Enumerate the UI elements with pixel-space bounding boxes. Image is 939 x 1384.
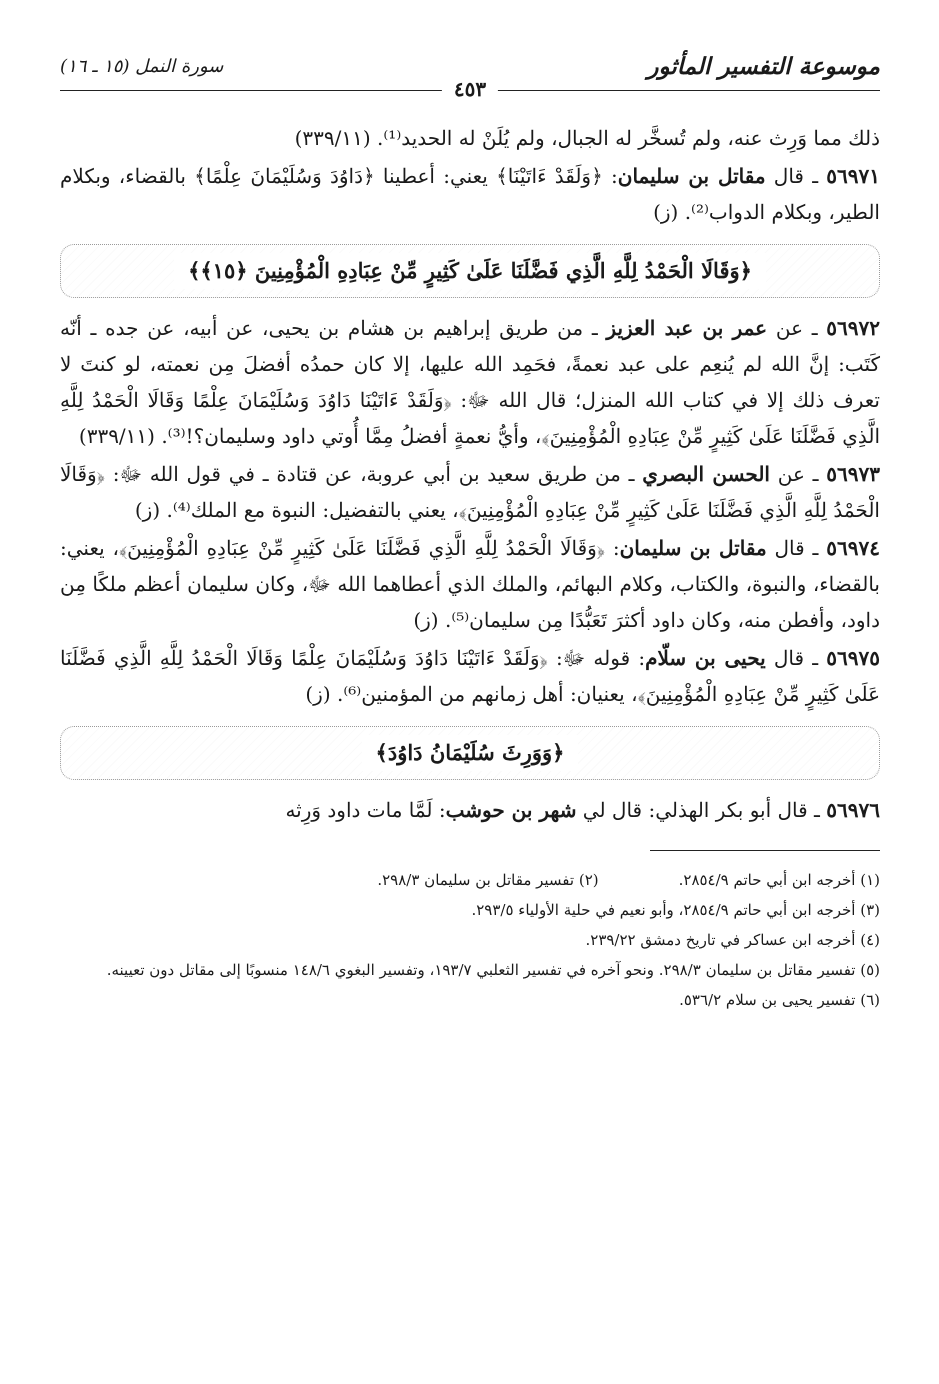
narration-number: ٥٦٩٧٢ — [826, 316, 881, 340]
narrator-name: شهر بن حوشب — [445, 798, 577, 822]
footnote-row — [60, 865, 880, 895]
narration-56973 — [60, 456, 880, 528]
narration-number: ٥٦٩٧٦ — [826, 798, 880, 822]
narration-number: ٥٦٩٧٣ — [826, 462, 881, 486]
narration-text: : ﴿وَلَقَدْ ءَاتَيْنَا﴾ يعني: أعطينا ﴿دَاوُدَ وَسُلَيْمَانَ عِلْمًا﴾ بالقضاء، وبكلام الطير، وبكلام الدواب⁽²⁾. (ز) — [60, 164, 880, 224]
narration-prefix: ـ قال — [765, 646, 827, 670]
footnote-5: (٥) تفسير مقاتل بن سليمان ٢٩٨/٣. ونحو آخره في تفسير الثعلبي ١٩٣/٧، وتفسير البغوي ١٤٨/٦ منسوبًا إلى مقاتل دون تعيينه. — [106, 961, 880, 979]
narration-text: : ﴿وَقَالَا الْحَمْدُ لِلَّهِ الَّذِي فَضَّلَنَا عَلَىٰ كَثِيرٍ مِّنْ عِبَادِهِ الْمُؤْمِنِينَ﴾، يعني: بالقضاء، والنبوة، والكتاب، وكلام البهائم، والملك الذي أعطاهما الله ﷻ، وكان سليمان أعظم ملكًا مِن داود، وأفطن منه، وكان داود أكثرَ تَعَبُّدًا مِن سليمان⁽⁵⁾. (ز) — [60, 536, 880, 632]
narration-prefix: ـ قال أبو بكر الهذلي: قال لي — [576, 798, 827, 822]
paragraph-continuation — [60, 120, 880, 156]
narration-number: ٥٦٩٧٥ — [826, 646, 880, 670]
main-text — [60, 120, 880, 828]
narration-56976 — [60, 792, 880, 828]
narration-56972 — [60, 310, 880, 454]
narrator-name: يحيى بن سلّام — [645, 646, 766, 670]
footnote-3: (٣) أخرجه ابن أبي حاتم ٢٨٥٤/٩، وأبو نعيم في حلية الأولياء ٢٩٣/٥. — [471, 901, 880, 919]
narration-56974 — [60, 530, 880, 638]
narration-prefix: ـ قال — [765, 164, 827, 188]
document-page — [60, 44, 880, 1364]
verse-text: ﴿وَوَرِثَ سُلَيْمَانُ دَاوُدَ﴾ — [362, 735, 579, 771]
page-number: ٤٥٣ — [442, 76, 498, 102]
narrator-name: مقاتل بن سليمان — [619, 536, 767, 560]
narration-text: ـ من طريق سعيد بن أبي عروبة، عن قتادة ـ في قول الله ﷻ: ﴿وَقَالَا الْحَمْدُ لِلَّهِ الَّذِي فَضَّلَنَا عَلَىٰ كَثِيرٍ مِّنْ عِبَادِهِ الْمُؤْمِنِينَ﴾، يعني بالتفضيل: النبوة مع الملك⁽⁴⁾. (ز) — [60, 462, 880, 522]
footnote-2: (٢) تفسير مقاتل بن سليمان ٢٩٨/٣. — [377, 871, 599, 889]
footnote-1: (١) أخرجه ابن أبي حاتم ٢٨٥٤/٩. — [678, 871, 880, 889]
surah-title: سورة النمل (١٥ ـ ١٦) — [60, 55, 224, 77]
narration-text: : قوله ﷻ: ﴿وَلَقَدْ ءَاتَيْنَا دَاوُدَ وَسُلَيْمَانَ عِلْمًا وَقَالَا الْحَمْدُ لِلَّهِ الَّذِي فَضَّلَنَا عَلَىٰ كَثِيرٍ مِّنْ عِبَادِهِ الْمُؤْمِنِينَ﴾، يعنيان: أهل زمانهم من المؤمنين⁽⁶⁾. (ز) — [60, 646, 880, 706]
narrator-name: عمر بن عبد العزيز — [606, 316, 768, 340]
narration-text: ـ من طريق إبراهيم بن هشام بن يحيى، عن أبيه، عن جده ـ أنّه كَتَب: إنَّ الله لم يُنعِم على عبد نعمةً، فحَمِد الله عليها، إلا كان حمدُه أفضلَ مِن نعمته، لو كنتَ لا تعرف ذلك إلا في كتاب الله المنزل؛ قال الله ﷻ: ﴿وَلَقَدْ ءَاتَيْنَا دَاوُدَ وَسُلَيْمَانَ عِلْمًا وَقَالَا الْحَمْدُ لِلَّهِ الَّذِي فَضَّلَنَا عَلَىٰ كَثِيرٍ مِّنْ عِبَادِهِ الْمُؤْمِنِينَ﴾، وأيُّ نعمةٍ أفضلُ مِمَّا أُوتي داود وسليمان؟!⁽³⁾. (٣٣٩/١١) — [60, 316, 880, 448]
narrator-name: مقاتل بن سليمان — [617, 164, 766, 188]
narration-prefix: ـ عن — [767, 316, 827, 340]
verse-heading-16 — [60, 726, 880, 780]
footnotes — [60, 865, 880, 1015]
narration-prefix: ـ عن — [770, 462, 827, 486]
footnote-separator — [650, 850, 880, 851]
narration-number: ٥٦٩٧١ — [826, 164, 880, 188]
footnote-4: (٤) أخرجه ابن عساكر في تاريخ دمشق ٢٣٩/٢٢. — [585, 931, 880, 949]
narration-text: : لَمَّا مات داود وَرِثه — [285, 798, 446, 822]
book-title: موسوعة التفسير المأثور — [647, 52, 880, 80]
narration-number: ٥٦٩٧٤ — [826, 536, 880, 560]
narration-prefix: ـ قال — [766, 536, 827, 560]
verse-heading-15 — [60, 244, 880, 298]
narration-56971 — [60, 158, 880, 230]
narrator-name: الحسن البصري — [642, 462, 770, 486]
footnote-6: (٦) تفسير يحيى بن سلام ٥٣٦/٢. — [679, 991, 880, 1009]
verse-text: ﴿وَقَالَا الْحَمْدُ لِلَّهِ الَّذِي فَضَّلَنَا عَلَىٰ كَثِيرٍ مِّنْ عِبَادِهِ الْمُؤْمِنِينَ ﴿١٥﴾﴾ — [174, 253, 766, 289]
paragraph-text: ذلك مما وَرِث عنه، ولم تُسخَّر له الجبال، ولم يُلَنْ له الحديد⁽¹⁾. (٣٣٩/١١) — [294, 126, 880, 150]
narration-56975 — [60, 640, 880, 712]
